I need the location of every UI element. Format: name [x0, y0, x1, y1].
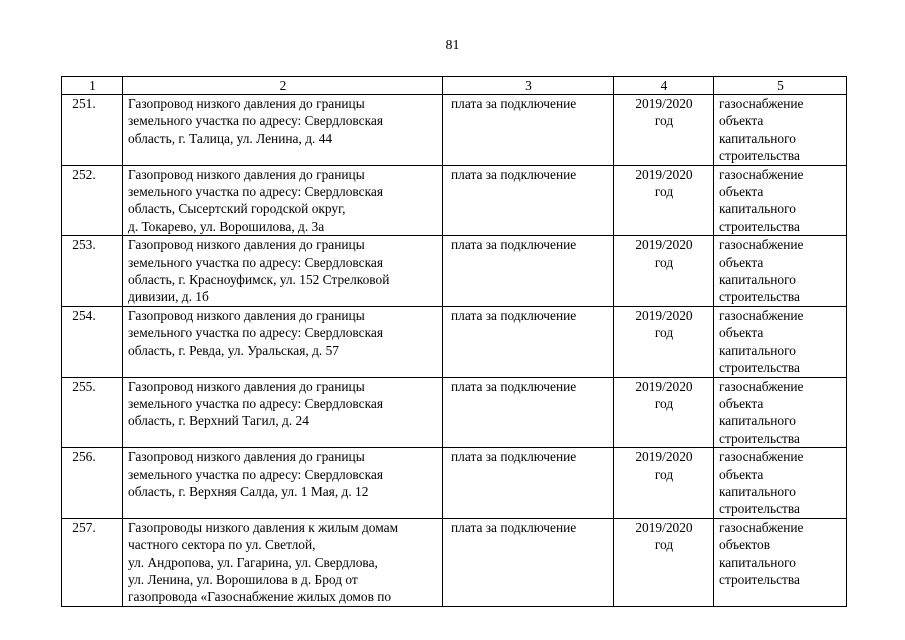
- object-description: [123, 165, 443, 236]
- purpose-line: объекта: [719, 113, 764, 129]
- period-line: год: [654, 113, 674, 129]
- period-line: год: [654, 254, 674, 270]
- purpose-line: строительства: [719, 501, 800, 517]
- description-line: земельного участка по адресу: Свердловская: [128, 113, 383, 129]
- table-row: [62, 236, 847, 307]
- funding-source: плата за подключение: [443, 236, 614, 307]
- purpose: [714, 306, 847, 377]
- object-description: [123, 306, 443, 377]
- description-line: земельного участка по адресу: Свердловская: [128, 184, 383, 200]
- row-number: 256.: [62, 448, 123, 519]
- description-line: земельного участка по адресу: Свердловская: [128, 466, 383, 482]
- description-line: Газопровод низкого давления до границы: [128, 378, 365, 394]
- implementation-period: [614, 95, 714, 166]
- description-line: Газопровод низкого давления до границы: [128, 166, 365, 182]
- row-number: 252.: [62, 165, 123, 236]
- funding-source: плата за подключение: [443, 165, 614, 236]
- funding-source: плата за подключение: [443, 95, 614, 166]
- funding-source: плата за подключение: [443, 518, 614, 606]
- purpose-line: объекта: [719, 395, 764, 411]
- table-row: [62, 165, 847, 236]
- description-line: ул. Андропова, ул. Гагарина, ул. Свердлова,: [128, 554, 378, 570]
- table-row: [62, 518, 847, 606]
- description-line: область, Сысертский городской округ,: [128, 201, 346, 217]
- period-line: год: [654, 325, 674, 341]
- description-line: земельного участка по адресу: Свердловская: [128, 254, 383, 270]
- purpose: [714, 448, 847, 519]
- purpose: [714, 95, 847, 166]
- purpose-line: объекта: [719, 466, 764, 482]
- object-description: [123, 518, 443, 606]
- implementation-period: [614, 306, 714, 377]
- row-number: 254.: [62, 306, 123, 377]
- implementation-period: [614, 165, 714, 236]
- purpose: [714, 377, 847, 448]
- period-line: 2019/2020: [635, 307, 693, 323]
- description-line: земельного участка по адресу: Свердловская: [128, 395, 383, 411]
- row-number: 253.: [62, 236, 123, 307]
- purpose-line: строительства: [719, 148, 800, 164]
- period-line: год: [654, 184, 674, 200]
- description-line: область, г. Талица, ул. Ленина, д. 44: [128, 130, 333, 146]
- object-description: [123, 377, 443, 448]
- row-number: 257.: [62, 518, 123, 606]
- purpose-line: газоснабжение: [719, 237, 804, 253]
- table-row: [62, 377, 847, 448]
- implementation-period: [614, 236, 714, 307]
- description-line: ул. Ленина, ул. Ворошилова в д. Брод от: [128, 571, 358, 587]
- purpose-line: газоснабжение: [719, 519, 804, 535]
- description-line: Газопроводы низкого давления к жилым домам: [128, 519, 399, 535]
- description-line: дивизии, д. 1б: [128, 289, 209, 305]
- purpose-line: газоснабжение: [719, 166, 804, 182]
- purpose-line: газоснабжение: [719, 449, 804, 465]
- period-line: 2019/2020: [635, 519, 693, 535]
- description-line: газопровода «Газоснабжение жилых домов по: [128, 589, 392, 605]
- purpose-line: газоснабжение: [719, 307, 804, 323]
- purpose-line: строительства: [719, 360, 800, 376]
- period-line: 2019/2020: [635, 96, 693, 111]
- purpose-line: строительства: [719, 289, 800, 305]
- purpose-line: капитального: [719, 483, 796, 499]
- column-header-4: 4: [614, 77, 714, 95]
- description-line: область, г. Верхний Тагил, д. 24: [128, 413, 309, 429]
- purpose-line: капитального: [719, 554, 796, 570]
- purpose-line: газоснабжение: [719, 96, 804, 111]
- period-line: год: [654, 395, 674, 411]
- purpose: [714, 165, 847, 236]
- purpose-line: строительства: [719, 571, 800, 587]
- description-line: Газопровод низкого давления до границы: [128, 96, 365, 111]
- row-number: 255.: [62, 377, 123, 448]
- data-table: [61, 76, 847, 607]
- object-description: [123, 95, 443, 166]
- description-line: Газопровод низкого давления до границы: [128, 237, 365, 253]
- object-description: [123, 236, 443, 307]
- object-description: [123, 448, 443, 519]
- purpose: [714, 518, 847, 606]
- purpose-line: строительства: [719, 218, 800, 234]
- column-header-5: 5: [714, 77, 847, 95]
- table-header: [62, 77, 847, 95]
- implementation-period: [614, 448, 714, 519]
- description-line: Газопровод низкого давления до границы: [128, 307, 365, 323]
- column-header-1: 1: [62, 77, 123, 95]
- purpose-line: капитального: [719, 272, 796, 288]
- purpose-line: капитального: [719, 342, 796, 358]
- implementation-period: [614, 518, 714, 606]
- period-line: 2019/2020: [635, 378, 693, 394]
- table-row: [62, 95, 847, 166]
- table-body: [62, 95, 847, 607]
- purpose-line: строительства: [719, 430, 800, 446]
- description-line: земельного участка по адресу: Свердловская: [128, 325, 383, 341]
- funding-source: плата за подключение: [443, 448, 614, 519]
- funding-source: плата за подключение: [443, 377, 614, 448]
- page-number: 81: [445, 38, 460, 53]
- purpose-line: объектов: [719, 537, 771, 553]
- period-line: 2019/2020: [635, 237, 693, 253]
- purpose: [714, 236, 847, 307]
- period-line: 2019/2020: [635, 449, 693, 465]
- description-line: область, г. Красноуфимск, ул. 152 Стрелковой: [128, 272, 390, 288]
- column-header-3: 3: [443, 77, 614, 95]
- description-line: частного сектора по ул. Светлой,: [128, 537, 316, 553]
- description-line: область, г. Верхняя Салда, ул. 1 Мая, д. 12: [128, 483, 369, 499]
- description-line: Газопровод низкого давления до границы: [128, 449, 365, 465]
- purpose-line: объекта: [719, 254, 764, 270]
- period-line: год: [654, 466, 674, 482]
- purpose-line: газоснабжение: [719, 378, 804, 394]
- funding-source: плата за подключение: [443, 306, 614, 377]
- purpose-line: объекта: [719, 325, 764, 341]
- purpose-line: капитального: [719, 130, 796, 146]
- header-row: [62, 77, 847, 95]
- purpose-line: капитального: [719, 413, 796, 429]
- purpose-line: объекта: [719, 184, 764, 200]
- purpose-line: капитального: [719, 201, 796, 217]
- period-line: год: [654, 537, 674, 553]
- row-number: 251.: [62, 95, 123, 166]
- table-row: [62, 306, 847, 377]
- description-line: д. Токарево, ул. Ворошилова, д. 3а: [128, 218, 325, 234]
- implementation-period: [614, 377, 714, 448]
- column-header-2: 2: [123, 77, 443, 95]
- description-line: область, г. Ревда, ул. Уральская, д. 57: [128, 342, 340, 358]
- period-line: 2019/2020: [635, 166, 693, 182]
- table-row: [62, 448, 847, 519]
